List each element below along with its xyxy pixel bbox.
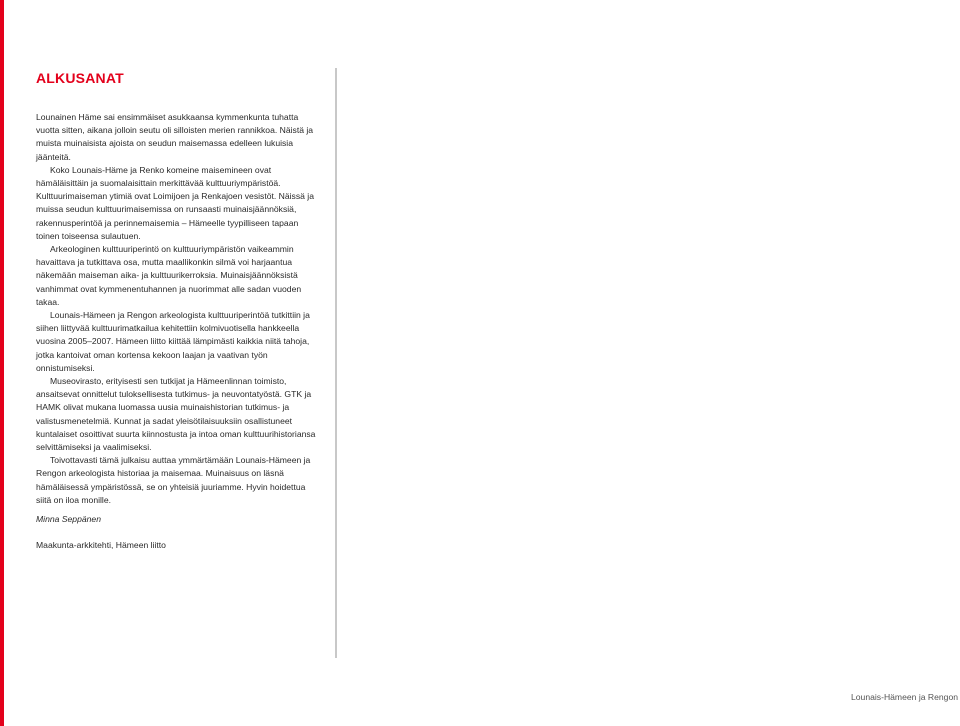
paragraph-2: Koko Lounais-Häme ja Renko komeine maisemineen ovat hämäläisittäin ja suomalaisittain merkittävää kulttuuriympäristöä. Kulttuurimaiseman ytimiä ovat Loimijoen ja Renkajoen vesistöt. Näissä ja muissa seudun kulttuurimaisemissa on runsaasti muinaisjäännöksiä, rakennusperintöä ja perinnemaisemia – Hämeelle tyypilliseen tapaan toinen toiseensa sulautuen.	[36, 164, 314, 241]
running-footer: Lounais-Hämeen ja Rengon	[850, 692, 958, 702]
paragraph-3: Arkeologinen kulttuuriperintö on kulttuuriympäristön vaikeammin havaittava ja tutkittava osa, mutta maallikonkin silmä voi harjaantua näkemään maiseman aika- ja kulttuurikerroksia. Muinaisjäännöksistä vanhimmat ovat kymmenentuhannen ja nuorimmat alle sadan vuoden takaa.	[36, 244, 302, 307]
signature-role: Maakunta-arkkitehti, Hämeen liitto	[36, 540, 166, 550]
accent-bar	[0, 0, 4, 726]
signature-name: Minna Seppänen	[36, 514, 101, 524]
column-divider	[335, 68, 337, 658]
body-text	[36, 111, 319, 507]
paragraph-5: Museovirasto, erityisesti sen tutkijat ja Hämeenlinnan toimisto, ansaitsevat onnittelut tuloksellisesta tutkimus- ja neuvontatyöstä. GTK ja HAMK olivat mukana luomassa uusia muinaishistorian tutkimus- ja valistusmenetelmiä. Kunnat ja sadat yleisötilaisuuksiin osallistuneet kuntalaiset osoittivat suurta kiinnostusta ja intoa oman kulttuurihistoriansa selvittämiseksi ja vaalimiseksi.	[36, 376, 316, 453]
paragraph-1: Lounainen Häme sai ensimmäiset asukkaansa kymmenkunta tuhatta vuotta sitten, aikana jolloin seutu oli silloisten merien rannikkoa. Näistä ja muista muinaisista ajoista on seudun maisemassa edelleen lukuisia jäänteitä.	[36, 112, 314, 162]
paragraph-4: Lounais-Hämeen ja Rengon arkeologista kulttuuriperintöä tutkittiin ja siihen liittyvää kulttuurimatkailua kehitettiin kolmivuotisella hankkeella vuosina 2005–2007. Hämeen liitto kiittää lämpimästi kaikkia niitä tahoja, jotka kantoivat oman kortensa kekoon laajan ja vaativan työn onnistumiseksi.	[36, 310, 310, 373]
paragraph-6: Toivottavasti tämä julkaisu auttaa ymmärtämään Lounais-Hämeen ja Rengon arkeologista historiaa ja maisemaa. Muinaisuus on läsnä hämäläisessä ympäristössä, se on yhteisiä juuriamme. Hyvin hoidettua siitä on iloa monille.	[36, 455, 311, 505]
page-title: ALKUSANAT	[36, 70, 124, 86]
